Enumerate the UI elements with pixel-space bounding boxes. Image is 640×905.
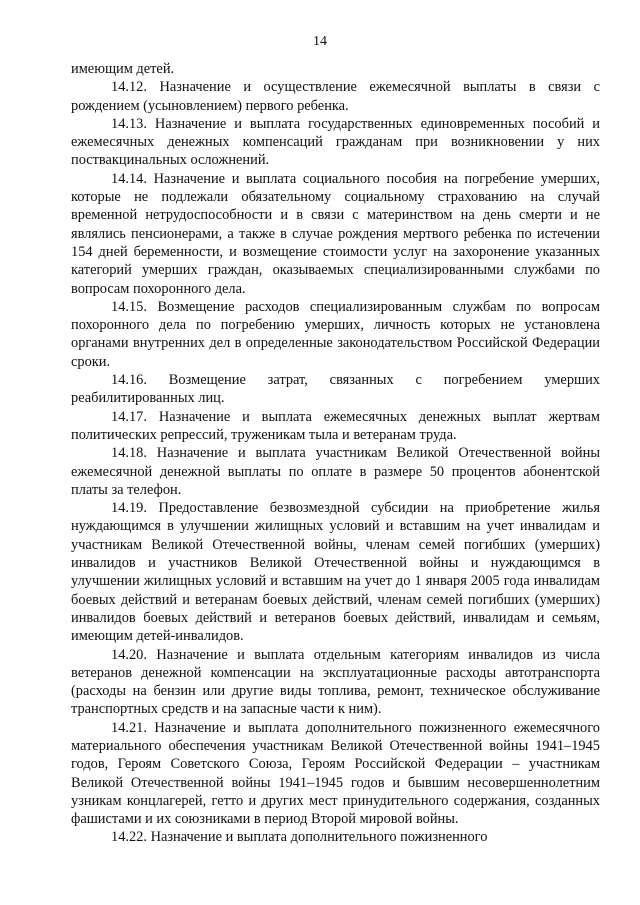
paragraph-14-18: 14.18. Назначение и выплата участникам Великой Отечественной войны ежемесячной денежной выплаты по оплате в размере 50 процентов абонентской платы за телефон. xyxy=(71,445,600,498)
paragraph-14-12: 14.12. Назначение и осуществление ежемесячной выплаты в связи с рождением (усыновлением) первого ребенка. xyxy=(71,79,600,114)
paragraph-14-17: 14.17. Назначение и выплата ежемесячных денежных выплат жертвам политических репрессий, труженикам тыла и ветеранам труда. xyxy=(71,408,600,443)
paragraph-14-19: 14.19. Предоставление безвозмездной субсидии на приобретение жилья нуждающимся в улучшении жилищных условий и вставшим на учет инвалидам и участникам Великой Отечественной войны, членам семей погибших (умерших) инвалидов и участников Великой Отечественной войны и нуждающимся в улучшении жилищных условий и вставшим на учет до 1 января 2005 года инвалидам боевых действий и ветеранам боевых действий, членам семей погибших (умерших) инвалидов боевых действий и ветеранов боевых действий, инвалидам и семьям, имеющим детей-инвалидов. xyxy=(71,500,600,645)
paragraph-14-14: 14.14. Назначение и выплата социального пособия на погребение умерших, которые не подлежали обязательному социальному страхованию на случай временной нетрудоспособности и в связи с материнством на день смерти и не являлись пенсионерами, а также в случае рождения мертвого ребенка по истечении 154 дней беременности, и возмещение стоимости услуг на захоронение указанных категорий умерших граждан, оказываемых специализированными службами по вопросам похоронного дела. xyxy=(71,170,600,297)
paragraph-14-21: 14.21. Назначение и выплата дополнительного пожизненного ежемесячного материального обеспечения участникам Великой Отечественной войны 1941–1945 годов, Героям Советского Союза, Героям Российской Федерации – участникам Великой Отечественной войны 1941–1945 годов и бывшим несовершеннолетним узникам концлагерей, гетто и других мест принудительного содержания, созданных фашистами и их союзниками в период Второй мировой войны. xyxy=(71,719,600,828)
paragraph-14-13: 14.13. Назначение и выплата государственных единовременных пособий и ежемесячных денежных компенсаций гражданам при возникновении у них поствакцинальных осложнений. xyxy=(71,115,600,169)
paragraph-14-20: 14.20. Назначение и выплата отдельным категориям инвалидов из числа ветеранов денежной компенсации на эксплуатационные расходы автотранспорта (расходы на бензин или другие виды топлива, ремонт, техническое обслуживание транспортных средств и на запасные части к ним). xyxy=(71,646,600,718)
paragraph-continuation: имеющим детей. xyxy=(71,61,175,77)
paragraph-14-16: 14.16. Возмещение затрат, связанных с погребением умерших реабилитированных лиц. xyxy=(71,372,600,407)
document-body xyxy=(71,60,600,847)
page-number: 14 xyxy=(313,34,327,49)
paragraph-14-15: 14.15. Возмещение расходов специализированным службам по вопросам похоронного дела по погребению умерших, личность которых не установлена органами внутренних дел в определенные законодательством Российской Федерации сроки. xyxy=(71,298,600,370)
paragraph-14-22: 14.22. Назначение и выплата дополнительного пожизненного xyxy=(111,829,488,846)
